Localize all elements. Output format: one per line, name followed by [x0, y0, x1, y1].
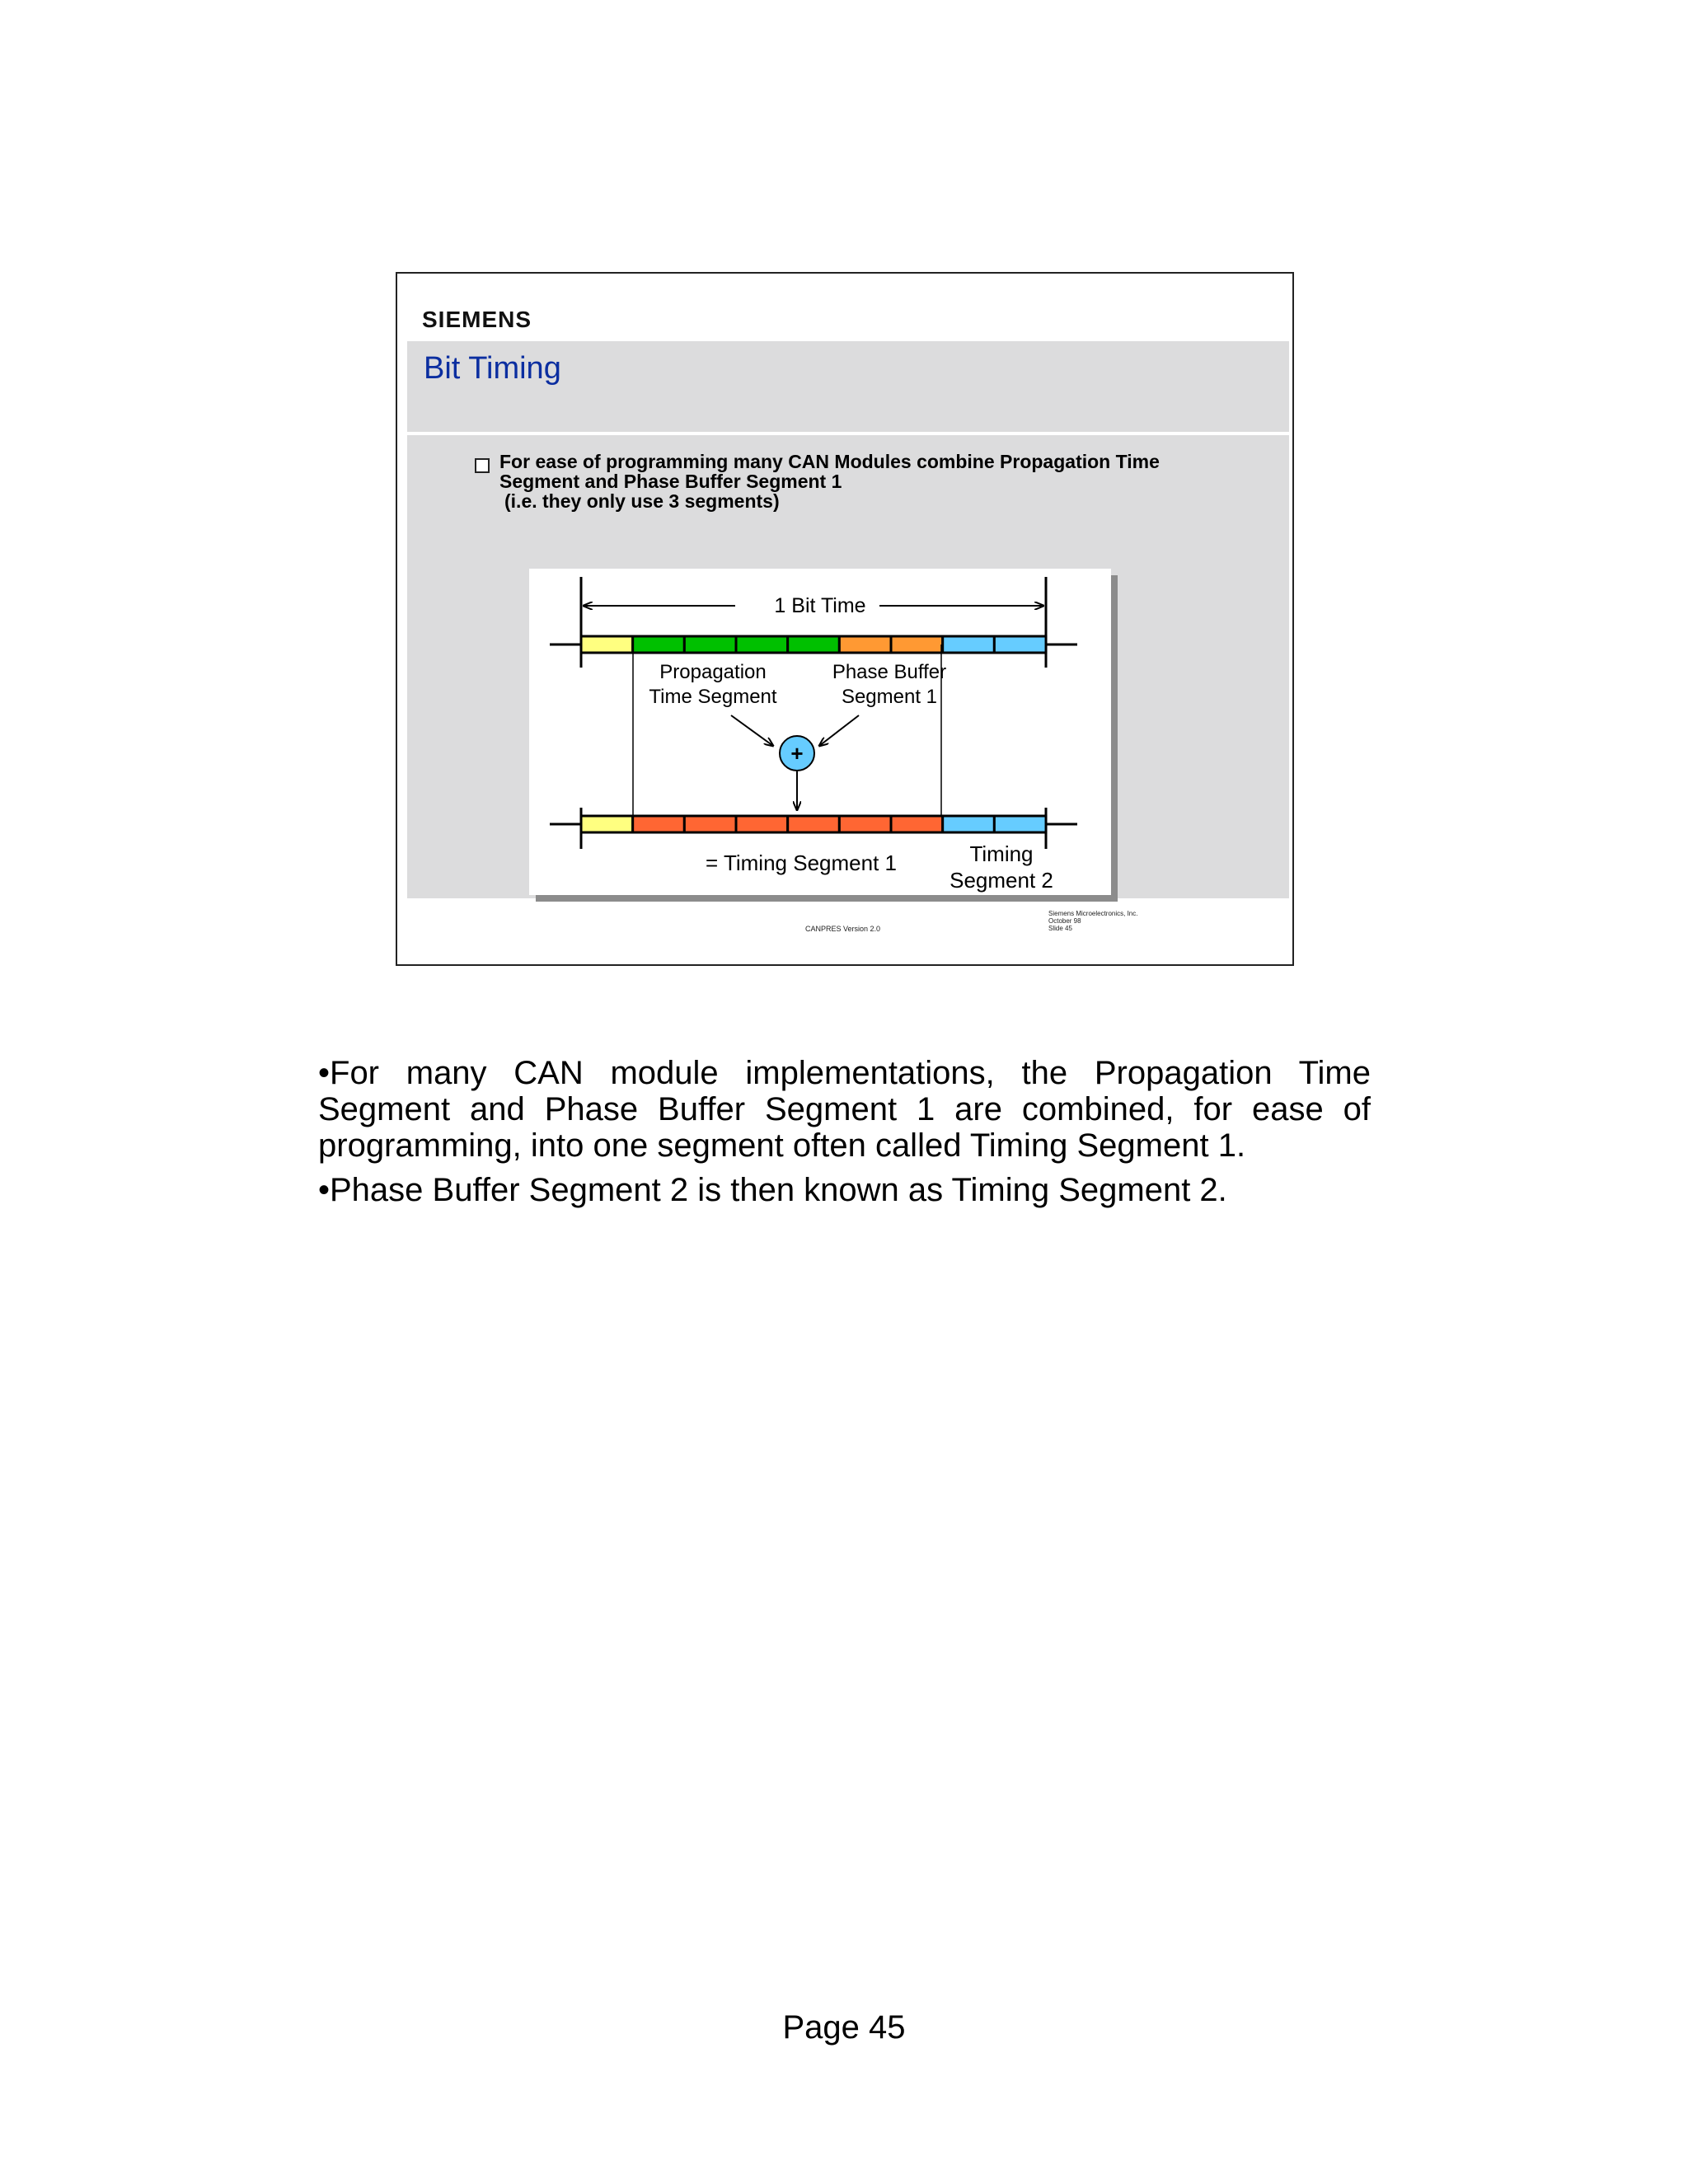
top-bar-quantum-6	[839, 636, 891, 653]
bottom-bar-quantum-7	[891, 816, 943, 832]
timing-segment-2-label-1: Timing	[969, 841, 1034, 866]
phase-buffer-label-1: Phase Buffer	[832, 661, 947, 683]
top-bar-quantum-3	[684, 636, 736, 653]
phase-buffer-arrow	[819, 715, 859, 746]
top-segment-bar	[581, 636, 1046, 653]
phase-buffer-label-2: Segment 1	[841, 686, 938, 708]
timing-segment-2-label-2: Segment 2	[950, 868, 1053, 893]
bit-time-label: 1 Bit Time	[774, 594, 866, 617]
top-bar-quantum-7	[891, 636, 943, 653]
bit-timing-svg	[529, 569, 1111, 895]
slide-footer-version: CANPRES Version 2.0	[805, 925, 881, 933]
top-bar-quantum-8	[943, 636, 995, 653]
slide-title: Bit Timing	[424, 351, 561, 386]
plus-symbol: +	[790, 741, 804, 766]
bullet-line-2: Segment and Phase Buffer Segment 1	[499, 471, 842, 492]
bullet-line-3: (i.e. they only use 3 segments)	[504, 490, 780, 512]
propagation-label-2: Time Segment	[649, 686, 777, 708]
top-bar-quantum-1	[581, 636, 633, 653]
slide-bullet-text	[499, 452, 1241, 511]
siemens-logo: SIEMENS	[422, 307, 532, 332]
propagation-label-1: Propagation	[659, 661, 767, 683]
notes-paragraph-1: •For many CAN module implementations, the Propagation Time Segment and Phase Buffer Segment 1 are combined, for ease of programming, into one segment often called Timing Segment 1.	[318, 1055, 1371, 1164]
checkbox-bullet-icon	[475, 458, 490, 473]
bottom-bar-quantum-8	[943, 816, 995, 832]
slide-footer-info	[1048, 910, 1137, 932]
slide-title-band	[407, 341, 1289, 432]
top-bar-quantum-4	[736, 636, 788, 653]
bottom-bar-quantum-3	[684, 816, 736, 832]
top-bar-quantum-5	[788, 636, 840, 653]
top-bar-quantum-2	[633, 636, 685, 653]
bottom-bar-quantum-4	[736, 816, 788, 832]
bottom-bar-quantum-9	[994, 816, 1046, 832]
propagation-arrow	[731, 715, 773, 746]
footer-date: October 98	[1048, 917, 1081, 925]
bottom-bar-quantum-5	[788, 816, 840, 832]
footer-company: Siemens Microelectronics, Inc.	[1048, 910, 1138, 917]
bottom-segment-bar	[581, 816, 1046, 832]
bottom-bar-quantum-2	[633, 816, 685, 832]
page-number: Page 45	[782, 2009, 906, 2046]
bottom-bar-quantum-6	[839, 816, 891, 832]
footer-slide-number: Slide 45	[1048, 925, 1072, 932]
bit-timing-diagram	[529, 569, 1111, 895]
top-bar-quantum-9	[994, 636, 1046, 653]
notes-paragraph-2: •Phase Buffer Segment 2 is then known as Timing Segment 2.	[318, 1172, 1227, 1208]
bullet-line-1: For ease of programming many CAN Modules combine Propagation Time	[499, 451, 1160, 472]
bottom-bar-quantum-1	[581, 816, 633, 832]
timing-segment-1-label: = Timing Segment 1	[706, 851, 897, 875]
slide	[396, 272, 1294, 966]
